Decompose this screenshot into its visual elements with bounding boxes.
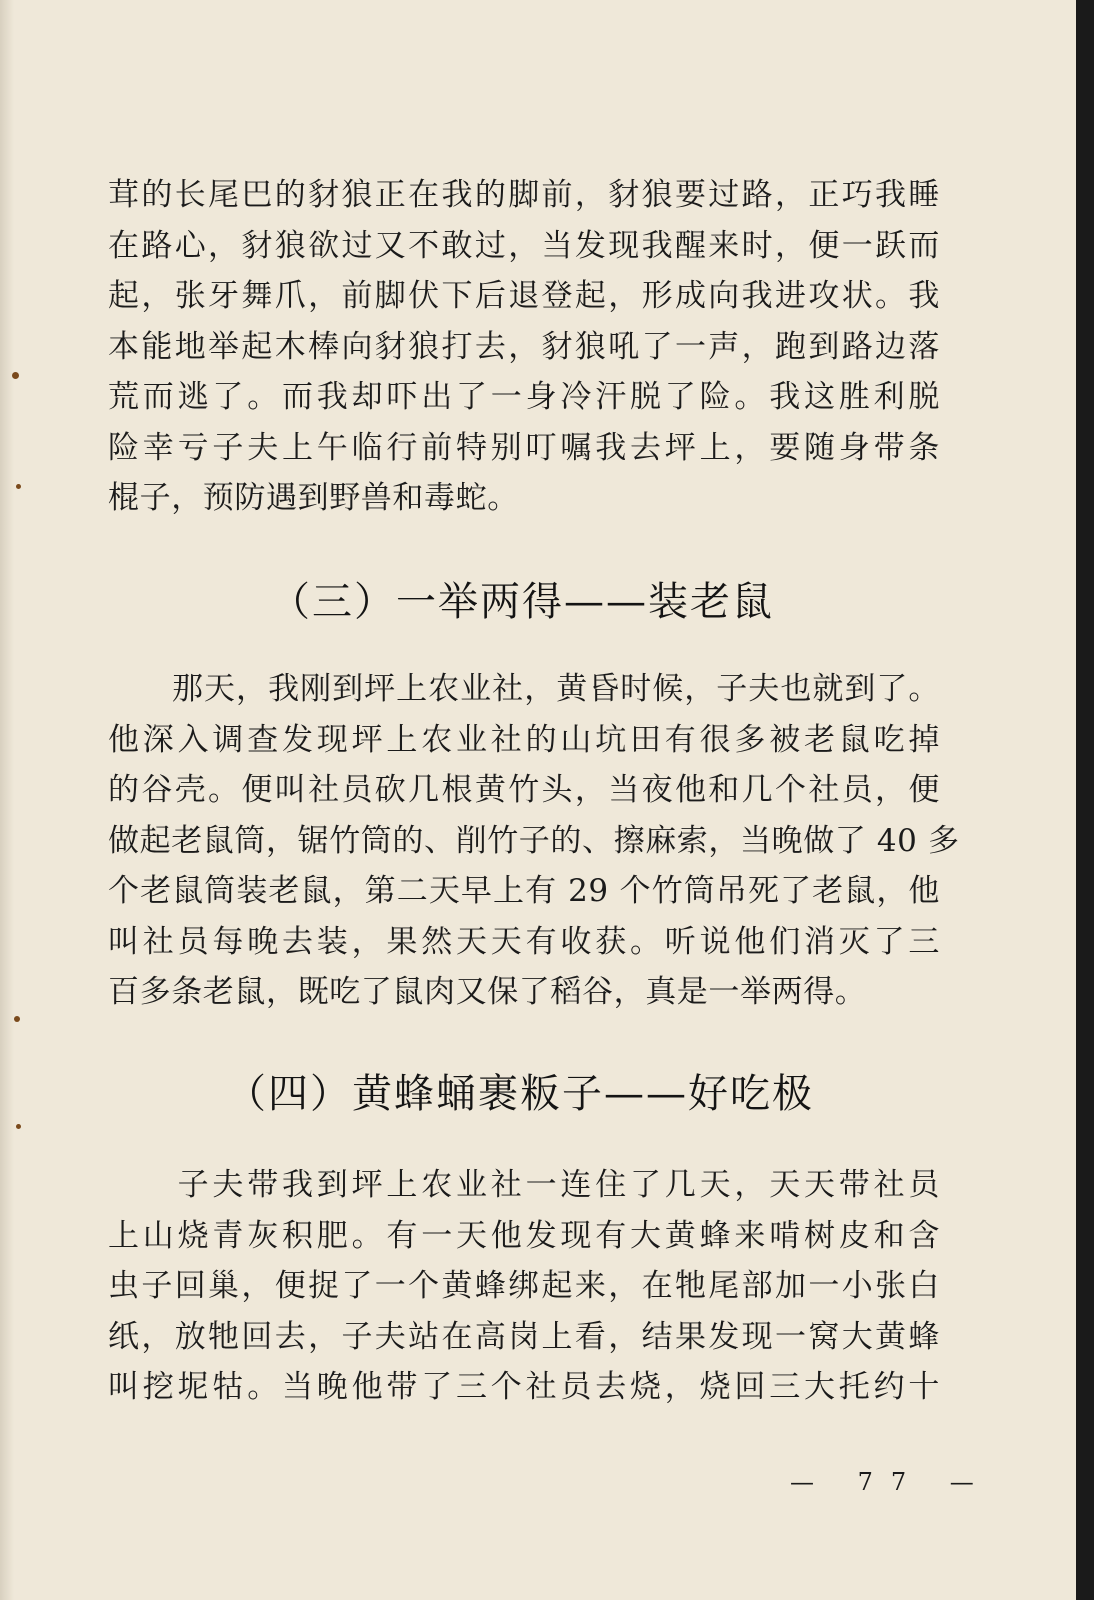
text-line: 纸，放牠回去，子夫站在高岗上看，结果发现一窝大黄蜂 (108, 1318, 940, 1355)
paragraph-continued (108, 170, 940, 524)
text-line: 叫挖坭牯。当晚他带了三个社员去烧，烧回三大托约十 (108, 1369, 940, 1405)
text-line: 个老鼠筒装老鼠，第二天早上有 29 个竹筒吊死了老鼠，他 (108, 873, 940, 909)
text-line: 叫社员每晚去装，果然天天有收获。听说他们消灭了三 (108, 923, 940, 960)
paper-speck (16, 484, 21, 489)
text-line: 做起老鼠筒，锯竹筒的、削竹子的、擦麻索，当晚做了 40 多 (108, 822, 960, 859)
text-line: 子夫带我到坪上农业社一连住了几天，天天带社员 (108, 1167, 940, 1203)
text-line: 棍子，预防遇到野兽和毒蛇。 (108, 480, 519, 516)
section-3-body (108, 664, 960, 1018)
text-line: 险幸亏子夫上午临行前特别叮嘱我去坪上，要随身带条 (108, 429, 940, 466)
section-4-body (108, 1160, 940, 1413)
text-line: 的谷壳。便叫社员砍几根黄竹头，当夜他和几个社员，便 (108, 772, 940, 808)
section-heading-4: （四）黄蜂蛹裹粄子——好吃极 (226, 1071, 814, 1117)
text-line: 虫子回巢，便捉了一个黄蜂绑起来，在牠尾部加一小张白 (108, 1268, 940, 1304)
text-line: 茸的长尾巴的豺狼正在我的脚前，豺狼要过路，正巧我睡 (108, 177, 940, 213)
page-binding-shadow (0, 0, 14, 1600)
text-line: 本能地举起木棒向豺狼打去，豺狼吼了一声，跑到路边落 (108, 328, 940, 365)
text-line: 那天，我刚到坪上农业社，黄昏时候，子夫也就到了。 (108, 671, 940, 707)
text-line: 他深入调查发现坪上农业社的山坑田有很多被老鼠吃掉 (108, 721, 940, 758)
text-line: 起，张牙舞爪，前脚伏下后退登起，形成向我进攻状。我 (108, 278, 940, 314)
section-heading-3: （三）一举两得——装老鼠 (270, 579, 774, 625)
paper-speck (16, 1124, 21, 1129)
text-line: 在路心，豺狼欲过又不敢过，当发现我醒来时，便一跃而 (108, 227, 940, 264)
text-line: 荒而逃了。而我却吓出了一身冷汗脱了险。我这胜利脱 (108, 379, 940, 415)
paper-speck (14, 1016, 20, 1022)
page-number: — 77 — (790, 1468, 992, 1496)
text-line: 百多条老鼠，既吃了鼠肉又保了稻谷，真是一举两得。 (108, 974, 867, 1010)
paper-speck (12, 372, 19, 379)
text-line: 上山烧青灰积肥。有一天他发现有大黄蜂来啃树皮和含 (108, 1217, 940, 1254)
